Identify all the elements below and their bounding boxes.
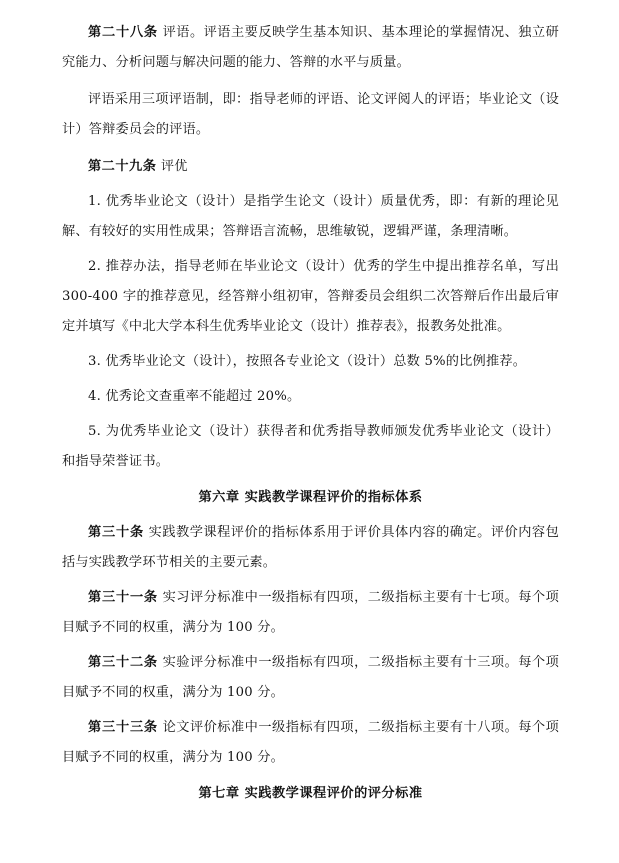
article-30-text: 实践教学课程评价的指标体系用于评价具体内容的确定。评价内容包括与实践教学环节相关的主要元素。	[62, 525, 560, 570]
article-29-text: 评优	[156, 159, 188, 174]
article-28-paragraph	[62, 18, 559, 78]
article-30-paragraph	[62, 518, 559, 578]
article-31-paragraph	[62, 583, 559, 643]
excellence-item-5-text: 5. 为优秀毕业论文（设计）获得者和优秀指导教师颁发优秀毕业论文（设计）和指导荣誉证书。	[62, 424, 559, 469]
chapter-6-heading: 第六章 实践教学课程评价的指标体系	[198, 490, 423, 505]
excellence-item-3-text: 3. 优秀毕业论文（设计），按照各专业论文（设计）总数 5%的比例推荐。	[88, 354, 527, 369]
excellence-item-4	[62, 382, 559, 412]
excellence-item-1	[62, 187, 559, 247]
article-30-lead: 第三十条	[88, 525, 144, 540]
article-33-paragraph	[62, 713, 559, 773]
excellence-item-5	[62, 417, 559, 477]
article-32-text: 实验评分标准中一级指标有四项，二级指标主要有十三项。每个项目赋予不同的权重，满分为 100 分。	[62, 655, 559, 700]
excellence-item-1-text: 1. 优秀毕业论文（设计）是指学生论文（设计）质量优秀，即：有新的理论见解、有较好的实用性成果；答辩语言流畅，思维敏锐，逻辑严谨，条理清晰。	[62, 194, 559, 239]
article-31-text: 实习评分标准中一级指标有四项，二级指标主要有十七项。每个项目赋予不同的权重，满分为 100 分。	[62, 590, 559, 635]
article-31-lead: 第三十一条	[88, 590, 158, 605]
article-32-paragraph	[62, 648, 559, 708]
article-33-lead: 第三十三条	[88, 720, 158, 735]
excellence-item-2-text: 2. 推荐办法，指导老师在毕业论文（设计）优秀的学生中提出推荐名单，写出 300-400 字的推荐意见，经答辩小组初审，答辩委员会组织二次答辩后作出最后审定并填写《中北大学本科生优秀毕业论文（设计）推荐表》，报教务处批准。	[62, 259, 559, 334]
comment-system-paragraph	[62, 85, 559, 145]
comment-system-text: 评语采用三项评语制，即：指导老师的评语、论文评阅人的评语；毕业论文（设计）答辩委员会的评语。	[62, 92, 559, 137]
excellence-item-4-text: 4. 优秀论文查重率不能超过 20%。	[88, 389, 301, 404]
chapter-7-heading: 第七章 实践教学课程评价的评分标准	[198, 786, 423, 801]
article-32-lead: 第三十二条	[88, 655, 158, 670]
article-29-paragraph	[62, 152, 559, 182]
article-28-lead: 第二十八条	[88, 25, 158, 40]
excellence-item-2	[62, 252, 559, 342]
article-33-text: 论文评价标准中一级指标有四项，二级指标主要有十八项。每个项目赋予不同的权重，满分为 100 分。	[62, 720, 559, 765]
article-28-text: 评语。评语主要反映学生基本知识、基本理论的掌握情况、独立研究能力、分析问题与解决问题的能力、答辩的水平与质量。	[62, 25, 559, 70]
excellence-item-3	[62, 347, 559, 377]
article-29-lead: 第二十九条	[88, 159, 157, 174]
